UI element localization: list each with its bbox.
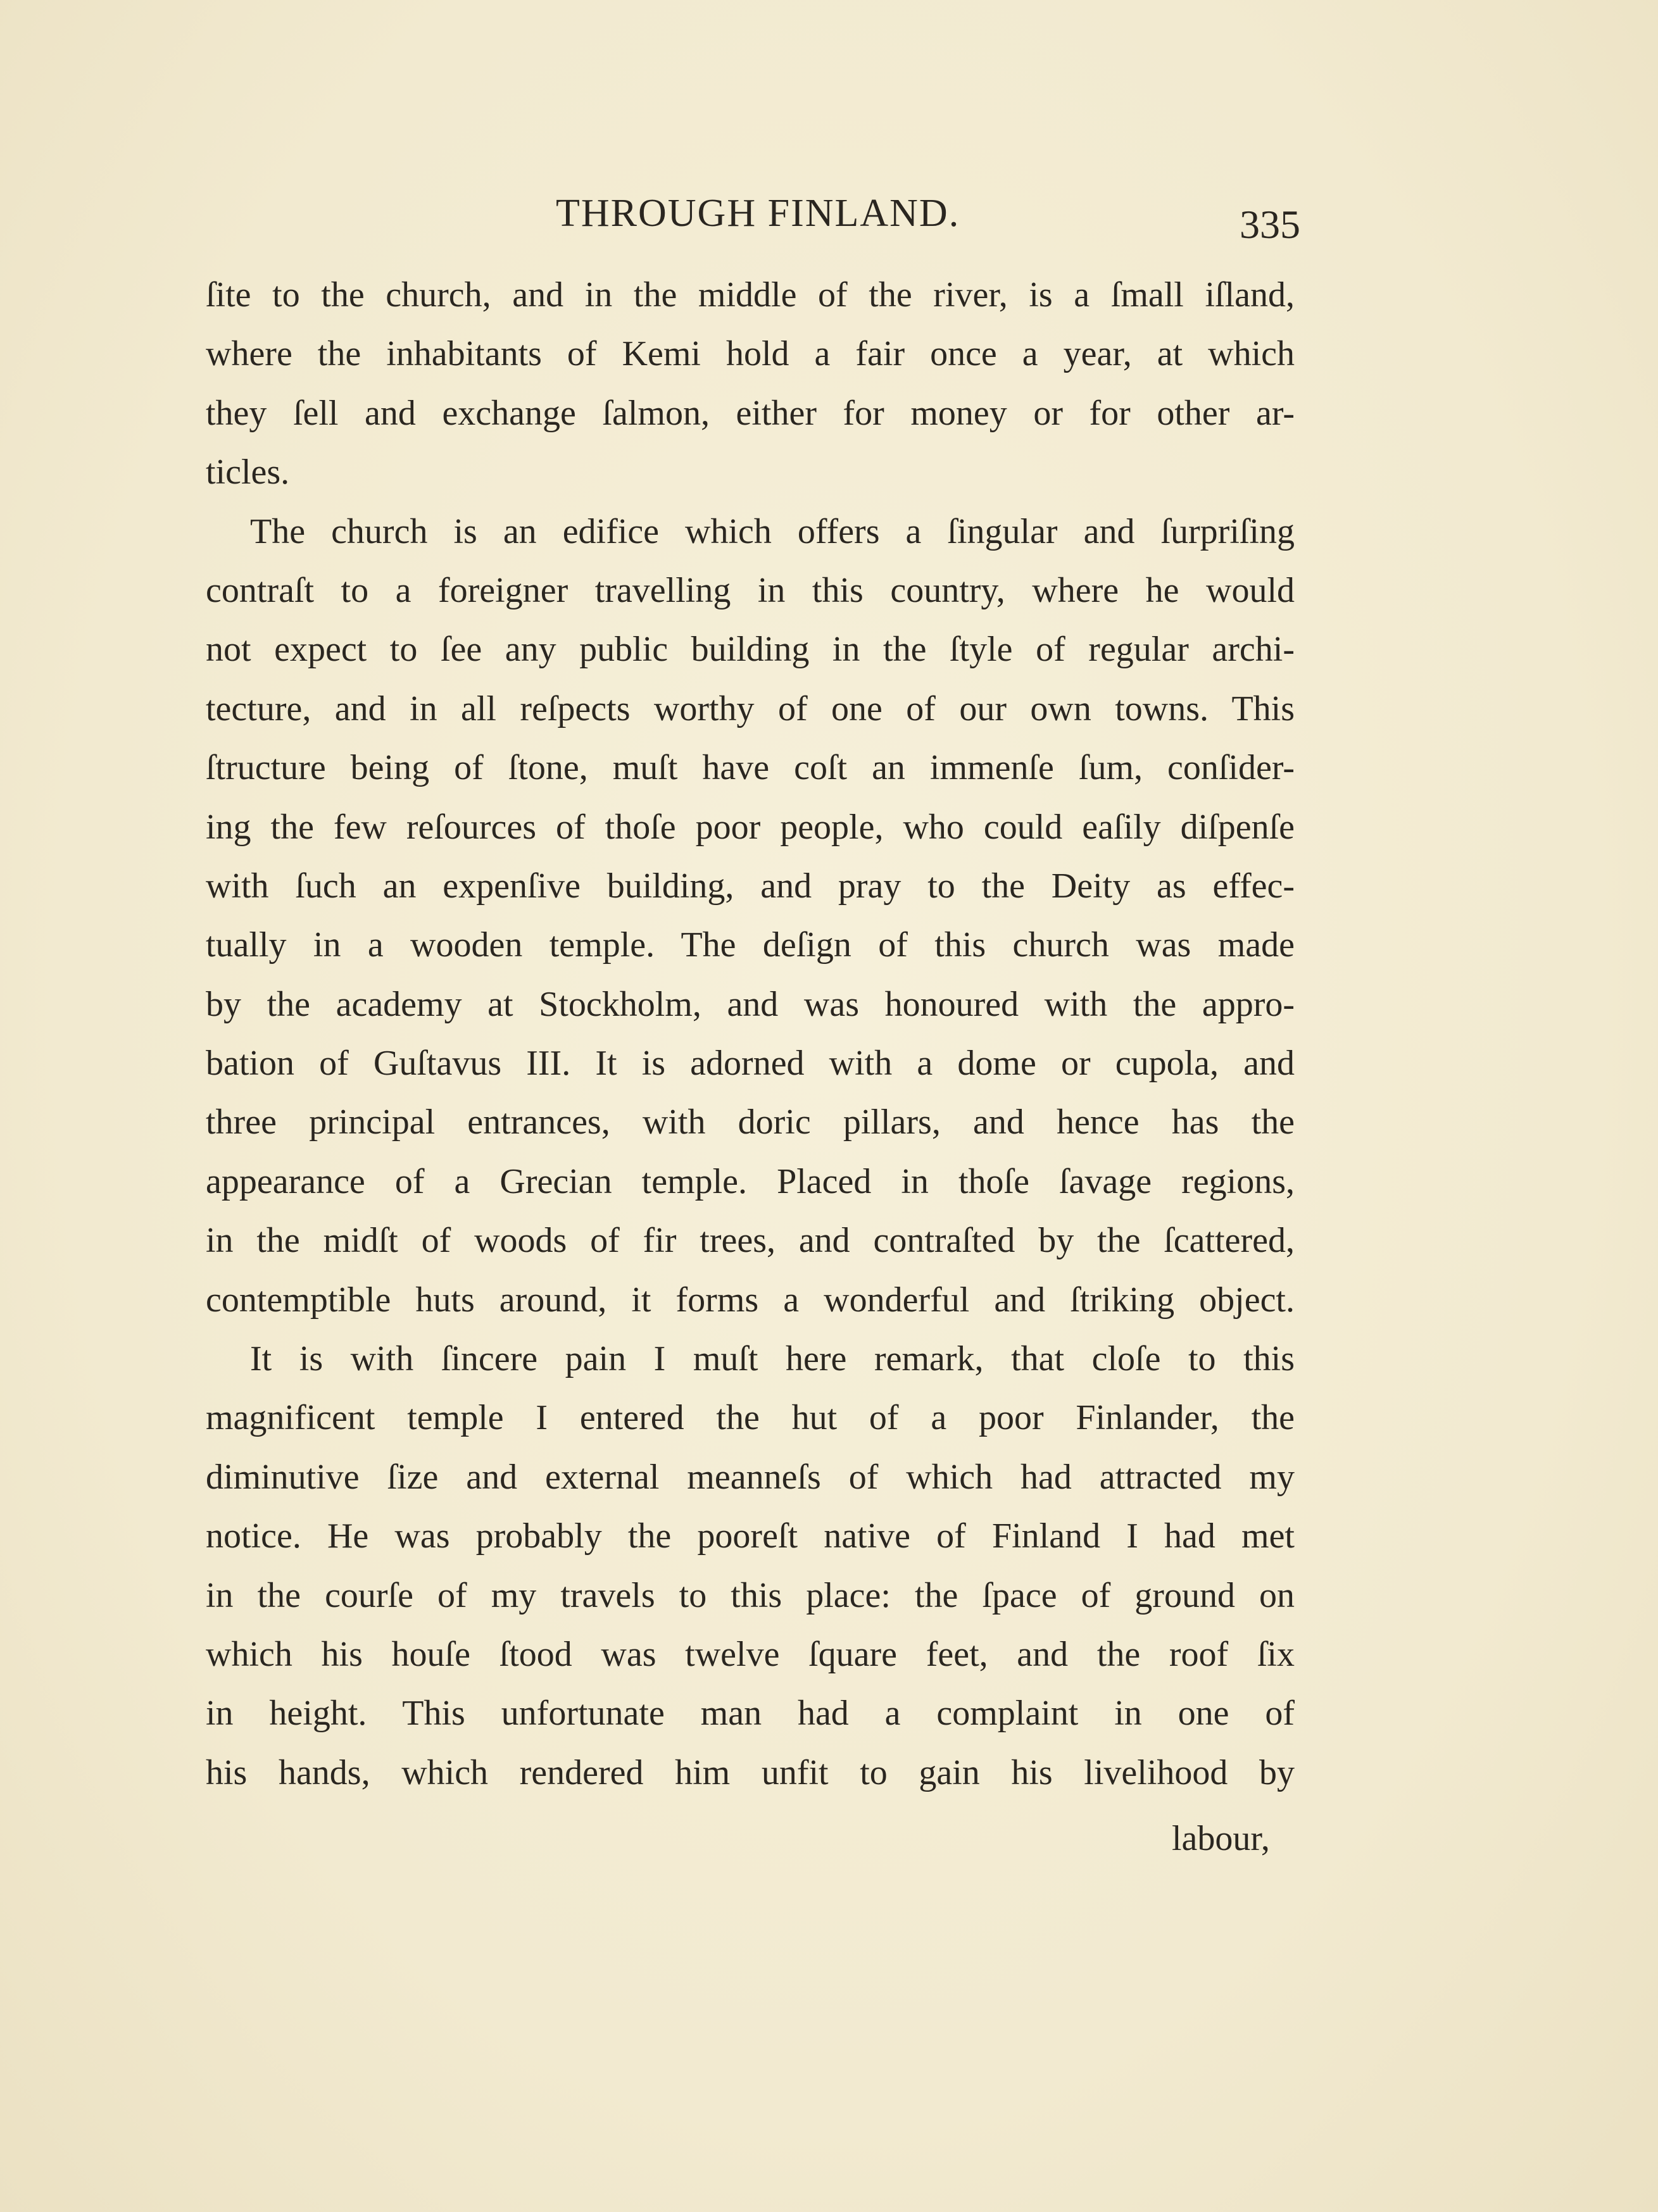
catchword: labour, — [1172, 1819, 1270, 1858]
text-line: notice. He was probably the pooreſt native of Finland I had met — [206, 1516, 1295, 1556]
text-line: with ſuch an expenſive building, and pray to the Deity as effec- — [206, 866, 1295, 906]
text-line: contemptible huts around, it forms a wonderful and ſtriking object. — [206, 1280, 1295, 1320]
text-line: ſite to the church, and in the middle of the river, is a ſmall iſland, — [206, 275, 1295, 315]
text-line: his hands, which rendered him unfit to gain his livelihood by — [206, 1753, 1295, 1792]
text-line: contraſt to a foreigner travelling in this country, where he would — [206, 570, 1295, 610]
text-line: three principal entrances, with doric pillars, and hence has the — [206, 1103, 1295, 1142]
text-line: bation of Guſtavus III. It is adorned with a dome or cupola, and — [206, 1044, 1295, 1084]
paragraph-first-line: The church is an edifice which offers a ſingular and ſurpriſing — [250, 511, 1295, 551]
text-line: diminutive ſize and external meanneſs of which had attracted my — [206, 1457, 1295, 1497]
text-line: tecture, and in all reſpects worthy of one of our own towns. This — [206, 689, 1295, 728]
text-line: where the inhabitants of Kemi hold a fair once a year, at which — [206, 334, 1295, 374]
running-title: THROUGH FINLAND. — [556, 192, 960, 235]
text-line: by the academy at Stockholm, and was honoured with the appro- — [206, 984, 1295, 1024]
text-line: magnificent temple I entered the hut of a poor Finlander, the — [206, 1398, 1295, 1438]
text-line: tually in a wooden temple. The deſign of this church was made — [206, 925, 1295, 965]
text-line: which his houſe ſtood was twelve ſquare feet, and the roof ſix — [206, 1634, 1295, 1674]
text-line: in the midſt of woods of fir trees, and contraſted by the ſcattered, — [206, 1221, 1295, 1261]
running-head — [0, 185, 1658, 247]
text-line: not expect to ſee any public building in the ſtyle of regular archi- — [206, 630, 1295, 670]
text-line: ticles. — [206, 453, 290, 492]
text-line: ſtructure being of ſtone, muſt have coſt an immenſe ſum, conſider- — [206, 748, 1295, 788]
paragraph-first-line: It is with ſincere pain I muſt here remark, that cloſe to this — [250, 1339, 1295, 1379]
body-text — [206, 266, 1295, 1803]
text-line: appearance of a Grecian temple. Placed in thoſe ſavage regions, — [206, 1161, 1295, 1201]
text-line: ing the few reſources of thoſe poor people, who could eaſily diſpenſe — [206, 807, 1295, 847]
text-line: they ſell and exchange ſalmon, either for money or for other ar- — [206, 393, 1295, 433]
text-line: in height. This unfortunate man had a complaint in one of — [206, 1694, 1295, 1734]
text-line: in the courſe of my travels to this place: the ſpace of ground on — [206, 1575, 1295, 1615]
page-number: 335 — [1240, 202, 1300, 247]
